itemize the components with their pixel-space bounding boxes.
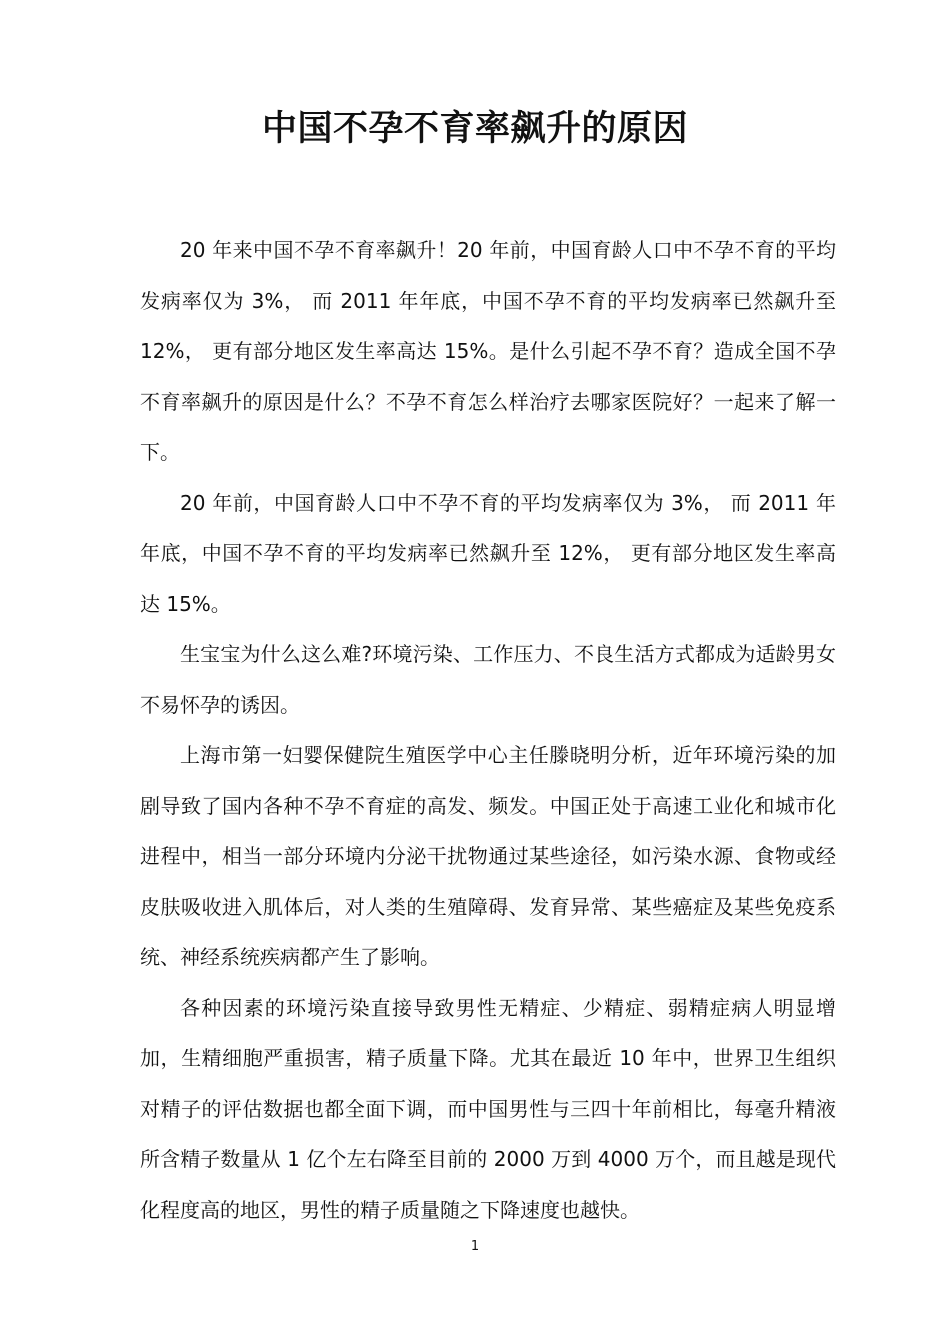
paragraph-expert-analysis: 上海市第一妇婴保健院生殖医学中心主任滕晓明分析，近年环境污染的加剧导致了国内各种不孕不育症的高发、频发。中国正处于高速工业化和城市化进程中，相当一部分环境内分泌干扰物通过某些途径，如污染水源、食物或经皮肤吸收进入肌体后，对人类的生殖障碍、发育异常、某些癌症及某些免疫系统、神经系统疾病都产生了影响。 [140, 743, 836, 969]
paragraph-statistics: 20 年前，中国育龄人口中不孕不育的平均发病率仅为 3%， 而 2011 年年底，中国不孕不育的平均发病率已然飙升至 12%， 更有部分地区发生率高达 15%。 [140, 490, 836, 616]
document-body [140, 225, 836, 1235]
page-number: 1 [470, 1239, 480, 1254]
paragraph-causes: 生宝宝为什么这么难?环境污染、工作压力、不良生活方式都成为适龄男女不易怀孕的诱因。 [140, 642, 836, 717]
paragraph-intro: 20 年来中国不孕不育率飙升！20 年前，中国育龄人口中不孕不育的平均发病率仅为 3%， 而 2011 年年底，中国不孕不育的平均发病率已然飙升至 12%， 更有部分地区发生率高达 15%。是什么引起不孕不育？造成全国不孕不育率飙升的原因是什么？不孕不育怎么样治疗去哪家医院好？一起来了解一下。 [140, 238, 836, 464]
paragraph-male-fertility: 各种因素的环境污染直接导致男性无精症、少精症、弱精症病人明显增加，生精细胞严重损害，精子质量下降。尤其在最近 10 年中，世界卫生组织对精子的评估数据也都全面下调，而中国男性与三四十年前相比，每毫升精液所含精子数量从 1 亿个左右降至目前的 2000 万到 4000 万个，而且越是现代化程度高的地区，男性的精子质量随之下降速度也越快。 [140, 995, 836, 1222]
document-title: 中国不孕不育率飙升的原因 [261, 109, 688, 149]
